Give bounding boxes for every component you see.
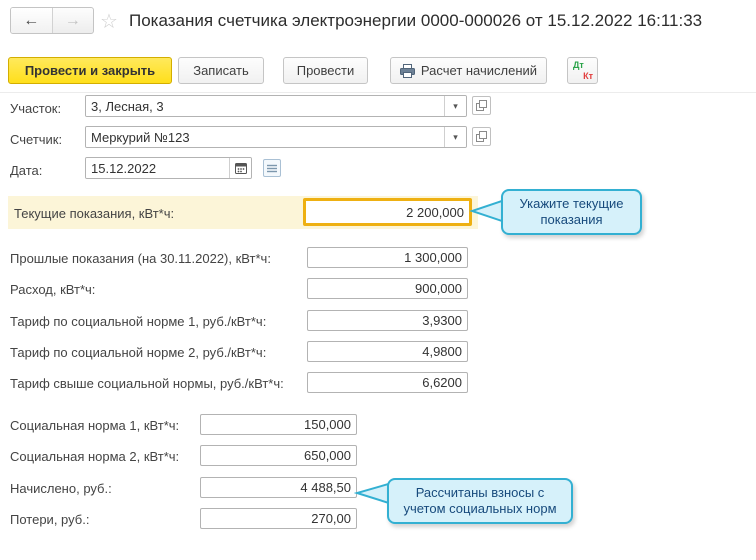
- chevron-down-icon: ▾: [453, 100, 458, 111]
- schetchik-dropdown-button[interactable]: [444, 127, 466, 147]
- chevron-down-icon: ▾: [453, 131, 458, 142]
- previous-input[interactable]: [307, 247, 468, 268]
- kt-label: Кт: [583, 71, 593, 81]
- calendar-icon: [235, 162, 247, 174]
- tariff-over-input[interactable]: [307, 372, 468, 393]
- post-label: Провести: [296, 63, 355, 78]
- schetchik-field: [85, 126, 467, 148]
- date-label: Дата:: [10, 163, 43, 178]
- forward-arrow-icon: →: [64, 11, 81, 29]
- calendar-button[interactable]: [229, 158, 251, 178]
- tariff1-label: Тариф по социальной норме 1, руб./кВт*ч:: [10, 314, 267, 329]
- tariff1-input[interactable]: [307, 310, 468, 331]
- uchastok-dropdown-button[interactable]: [444, 96, 466, 116]
- schetchik-label: Счетчик:: [10, 132, 63, 147]
- printer-icon: [400, 64, 415, 78]
- calc-accruals-button[interactable]: [390, 57, 547, 84]
- dtkt-icon: [568, 58, 597, 83]
- post-and-close-label: Провести и закрыть: [24, 63, 156, 78]
- calc-accruals-label: Расчет начислений: [420, 63, 538, 78]
- accrued-input[interactable]: [200, 477, 357, 498]
- norm2-input[interactable]: [200, 445, 357, 466]
- norm1-input[interactable]: [200, 414, 357, 435]
- callout-tail: [469, 196, 505, 226]
- losses-input[interactable]: [200, 508, 357, 529]
- post-button[interactable]: [283, 57, 368, 84]
- previous-label: Прошлые показания (на 30.11.2022), кВт*ч:: [10, 251, 271, 266]
- uchastok-open-button[interactable]: [472, 96, 491, 115]
- back-arrow-icon: ←: [23, 11, 40, 29]
- date-field: [85, 157, 252, 179]
- schetchik-input[interactable]: [86, 127, 444, 147]
- uchastok-label: Участок:: [10, 101, 62, 116]
- open-link-icon: [476, 100, 487, 111]
- forward-button[interactable]: [53, 8, 94, 33]
- toolbar-separator: [0, 92, 756, 93]
- uchastok-input[interactable]: [86, 96, 444, 116]
- list-icon: [267, 164, 277, 173]
- favorite-star-icon[interactable]: ☆: [100, 11, 118, 33]
- uchastok-field: [85, 95, 467, 117]
- tariff2-input[interactable]: [307, 341, 468, 362]
- save-label: Записать: [193, 63, 249, 78]
- history-nav: [10, 7, 94, 34]
- dt-label: Дт: [573, 60, 584, 70]
- current-label: Текущие показания, кВт*ч:: [14, 206, 175, 221]
- open-link-icon: [476, 131, 487, 142]
- current-hint-callout: Укажите текущие показания: [501, 189, 642, 235]
- tariff-over-label: Тариф свыше социальной нормы, руб./кВт*ч:: [10, 376, 284, 391]
- norm2-label: Социальная норма 2, кВт*ч:: [10, 449, 180, 464]
- accrued-hint-callout: Рассчитаны взносы с учетом социальных норм: [387, 478, 573, 524]
- save-button[interactable]: [178, 57, 264, 84]
- dtkt-button[interactable]: [567, 57, 598, 84]
- back-button[interactable]: [11, 8, 53, 33]
- tariff2-label: Тариф по социальной норме 2, руб./кВт*ч:: [10, 345, 267, 360]
- date-input[interactable]: [86, 158, 229, 178]
- date-list-button[interactable]: [263, 159, 281, 177]
- norm1-label: Социальная норма 1, кВт*ч:: [10, 418, 180, 433]
- consumption-label: Расход, кВт*ч:: [10, 282, 96, 297]
- schetchik-open-button[interactable]: [472, 127, 491, 146]
- consumption-input[interactable]: [307, 278, 468, 299]
- current-input[interactable]: [303, 198, 472, 226]
- losses-label: Потери, руб.:: [10, 512, 90, 527]
- accrued-label: Начислено, руб.:: [10, 481, 112, 496]
- page-title: Показания счетчика электроэнергии 0000-000026 от 15.12.2022 16:11:33: [129, 11, 703, 30]
- post-and-close-button[interactable]: [8, 57, 172, 84]
